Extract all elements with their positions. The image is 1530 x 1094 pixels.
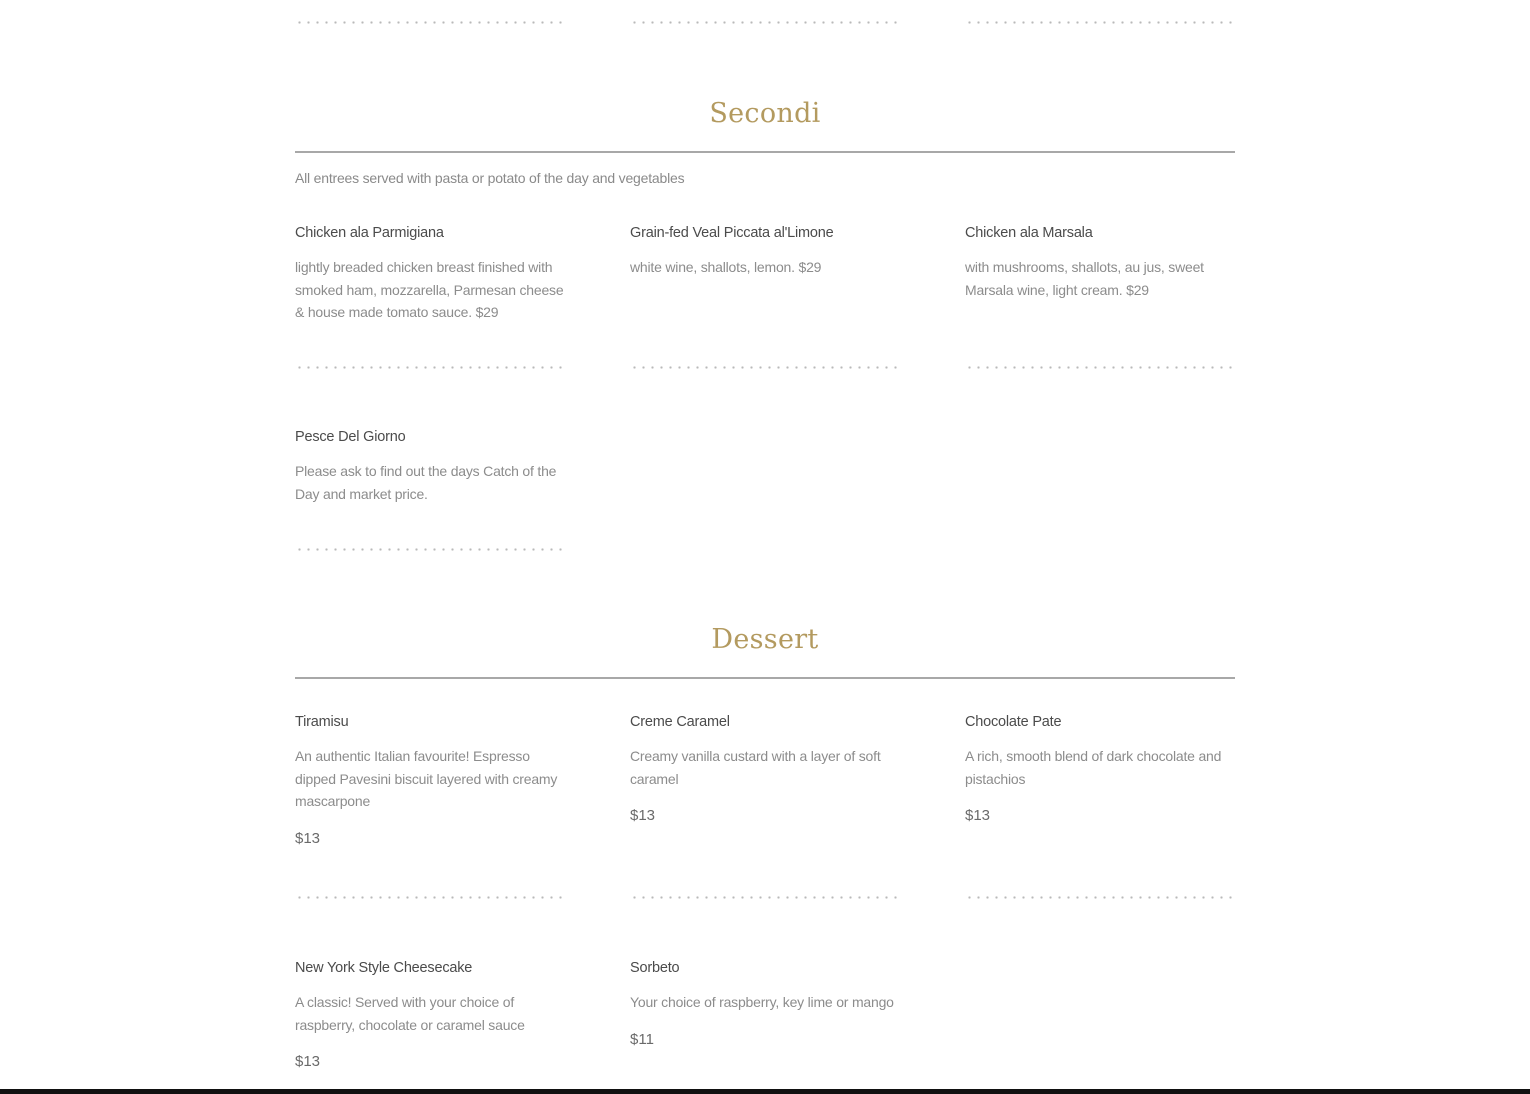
menu-item	[630, 712, 902, 824]
menu-item	[630, 958, 902, 1048]
item-description: with mushrooms, shallots, au jus, sweet Marsala wine, light cream. $29	[965, 259, 1204, 298]
item-description: lightly breaded chicken breast finished with smoked ham, mozzarella, Parmesan cheese & house made tomato sauce. $29	[295, 259, 564, 320]
dotted-separator	[630, 366, 898, 369]
item-name: Creme Caramel	[630, 714, 730, 730]
section-note: All entrees served with pasta or potato of the day and vegetables	[295, 170, 685, 186]
dotted-separator	[630, 896, 898, 899]
section-rule	[295, 677, 1235, 679]
section-rule	[295, 151, 1235, 153]
item-price: $13	[295, 829, 321, 847]
dotted-separator	[965, 896, 1233, 899]
item-name: Chicken ala Parmigiana	[295, 225, 444, 241]
item-description: Your choice of raspberry, key lime or mango	[630, 994, 894, 1010]
menu-item	[295, 712, 567, 847]
dotted-separator	[295, 366, 563, 369]
item-price: $13	[630, 807, 656, 824]
dotted-separator	[295, 896, 563, 899]
dotted-separator	[295, 21, 563, 24]
menu-item	[630, 223, 902, 279]
menu-item	[965, 712, 1237, 824]
bottom-bar	[0, 1089, 1530, 1094]
item-price: $11	[630, 1030, 654, 1048]
item-name: Grain-fed Veal Piccata al'Limone	[630, 225, 834, 241]
item-description: Please ask to find out the days Catch of the Day and market price.	[295, 463, 557, 502]
item-name: Tiramisu	[295, 714, 349, 730]
item-name: Chicken ala Marsala	[965, 225, 1093, 241]
item-price: $13	[965, 807, 991, 824]
menu-item	[295, 223, 567, 324]
dotted-separator	[965, 21, 1233, 24]
item-name: Sorbeto	[630, 960, 680, 976]
item-name: Chocolate Pate	[965, 714, 1062, 730]
menu-item	[295, 427, 567, 505]
dotted-separator	[965, 366, 1233, 369]
menu-item	[965, 223, 1237, 301]
item-description: white wine, shallots, lemon. $29	[630, 259, 822, 275]
section-title-secondi: Secondi	[709, 98, 821, 129]
item-description: A classic! Served with your choice of raspberry, chocolate or caramel sauce	[295, 994, 525, 1033]
dotted-separator	[295, 548, 563, 551]
menu-item	[295, 958, 567, 1070]
item-description: Creamy vanilla custard with a layer of soft caramel	[630, 748, 881, 787]
item-name: Pesce Del Giorno	[295, 429, 406, 445]
item-price: $13	[295, 1053, 321, 1070]
item-description: An authentic Italian favourite! Espresso dipped Pavesini biscuit layered with creamy mascarpone	[295, 748, 558, 809]
item-description: A rich, smooth blend of dark chocolate and pistachios	[965, 748, 1222, 787]
item-name: New York Style Cheesecake	[295, 960, 473, 976]
section-title-dessert: Dessert	[711, 624, 819, 655]
dotted-separator	[630, 21, 898, 24]
